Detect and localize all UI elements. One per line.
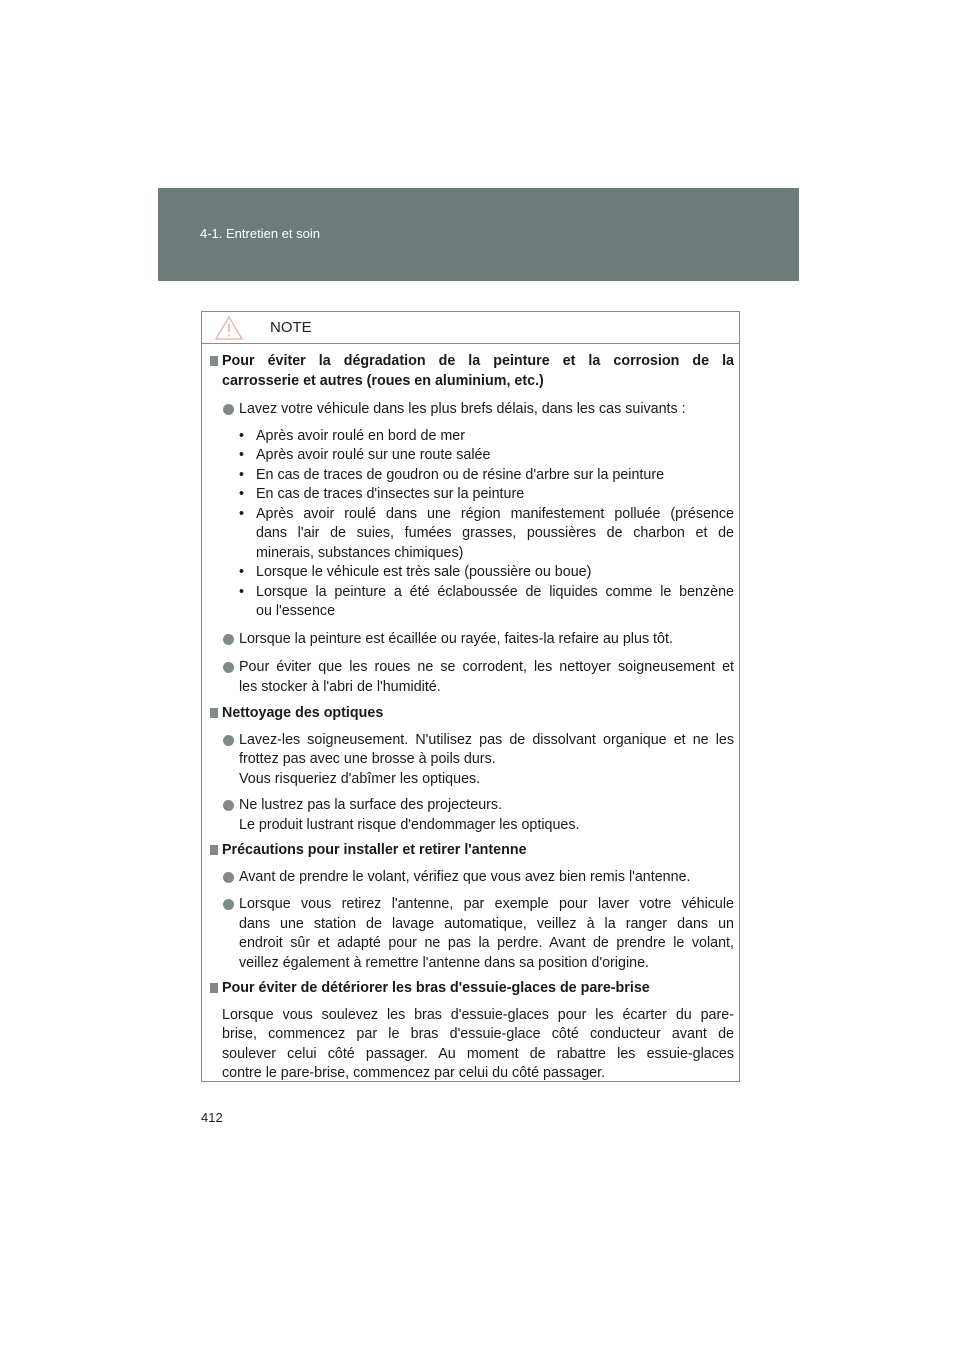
section-heading	[210, 704, 734, 724]
sub-item-line: Lorsque le véhicule est très sale (poussière ou boue)	[256, 564, 592, 580]
list-item	[210, 731, 734, 790]
sub-item: • Après avoir roulé en bord de mer	[210, 427, 734, 447]
sub-item: • En cas de traces d'insectes sur la peinture	[210, 485, 734, 505]
header-band	[158, 188, 799, 281]
sub-item-line: Après avoir roulé sur une route salée	[256, 447, 491, 463]
bullet-line: dans une station de lavage automatique, veillez à la ranger dans un	[239, 915, 734, 932]
sub-item-line: dans l'air de suies, fumées grasses, poussières de charbon et de	[256, 525, 734, 541]
paragraph-line: contre le pare-brise, commencez par celui du côté passager.	[222, 1065, 606, 1081]
sub-list	[210, 427, 734, 622]
bullet-line: endroit sûr et adapté pour ne pas la perdre. Avant de prendre le volant,	[239, 935, 734, 951]
bullet-line: Lorsque la peinture est écaillée ou rayée, faites-la refaire au plus tôt.	[239, 630, 673, 647]
list-item	[210, 868, 734, 888]
heading-line: Pour éviter de détériorer les bras d'essuie-glaces de pare-brise	[222, 980, 650, 996]
bullet-line: Lorsque vous retirez l'antenne, par exemple pour laver votre véhicule	[239, 896, 734, 912]
circle-bullet-icon	[223, 404, 234, 415]
list-item	[210, 630, 734, 650]
paragraph-line: Lorsque vous soulevez les bras d'essuie-glaces pour les écarter du pare-	[222, 1006, 734, 1023]
circle-bullet-icon	[223, 800, 234, 811]
bullet-line: les stocker à l'abri de l'humidité.	[239, 678, 441, 695]
circle-bullet-icon	[223, 899, 234, 910]
note-title: NOTE	[270, 319, 312, 336]
paragraph-line: soulever celui côté passager. Au moment de rabattre les essuie-glaces	[222, 1045, 734, 1062]
list-item	[210, 895, 734, 973]
bullet-line: Vous risqueriez d'abîmer les optiques.	[239, 770, 481, 787]
warning-triangle-icon	[214, 315, 244, 346]
sub-item: • En cas de traces de goudron ou de résine d'arbre sur la peinture	[210, 466, 734, 486]
list-item	[210, 658, 734, 697]
bullet-line: Pour éviter que les roues ne se corrodent, les nettoyer soigneusement et	[239, 659, 734, 675]
section-heading	[210, 352, 734, 391]
paragraph-line: brise, commencez par le bras d'essuie-glace côté conducteur avant de	[222, 1026, 734, 1042]
sub-item-line: ou l'essence	[256, 603, 336, 619]
circle-bullet-icon	[223, 662, 234, 673]
note-box	[201, 311, 740, 1082]
heading-line: carrosserie et autres (roues en aluminium, etc.)	[222, 372, 544, 389]
bullet-line: Lavez votre véhicule dans les plus brefs délais, dans les cas suivants :	[239, 401, 686, 417]
sub-item-line: En cas de traces de goudron ou de résine d'arbre sur la peinture	[256, 466, 665, 483]
sub-item: • Lorsque le véhicule est très sale (poussière ou boue)	[210, 563, 734, 583]
sub-item-line: minerais, substances chimiques)	[256, 544, 464, 561]
heading-line: Précautions pour installer et retirer l'antenne	[222, 842, 527, 858]
page-number: 412	[201, 1110, 223, 1125]
square-bullet-icon	[210, 708, 218, 718]
sub-item-line: En cas de traces d'insectes sur la peinture	[256, 486, 525, 502]
circle-bullet-icon	[223, 872, 234, 883]
bullet-line: veillez également à remettre l'antenne dans sa position d'origine.	[239, 954, 649, 971]
note-content	[210, 352, 734, 1084]
square-bullet-icon	[210, 356, 218, 366]
list-item	[210, 400, 734, 420]
sub-item-line: Après avoir roulé en bord de mer	[256, 427, 466, 444]
heading-line: Nettoyage des optiques	[222, 705, 384, 721]
sub-item: • Après avoir roulé sur une route salée	[210, 446, 734, 466]
bullet-line: Avant de prendre le volant, vérifiez que vous avez bien remis l'antenne.	[239, 868, 691, 885]
sub-item: • Après avoir roulé dans une région manifestement polluée (présence dans l'air de suies, fumées grasses, poussières de charbon et de minerais, substances chimiques)	[210, 505, 734, 564]
bullet-line: Le produit lustrant risque d'endommager les optiques.	[239, 816, 580, 833]
square-bullet-icon	[210, 983, 218, 993]
sub-item-line: Lorsque la peinture a été éclaboussée de liquides comme le benzène	[256, 583, 734, 600]
bullet-line: Lavez-les soigneusement. N'utilisez pas de dissolvant organique et ne les	[239, 731, 734, 748]
note-header	[202, 312, 739, 344]
section-heading	[210, 841, 734, 861]
sub-item-line: Après avoir roulé dans une région manifestement polluée (présence	[256, 505, 734, 522]
section-title: 4-1. Entretien et soin	[200, 226, 320, 241]
circle-bullet-icon	[223, 634, 234, 645]
section-heading	[210, 979, 734, 999]
circle-bullet-icon	[223, 735, 234, 746]
square-bullet-icon	[210, 845, 218, 855]
list-item	[210, 796, 734, 835]
bullet-line: frottez pas avec une brosse à poils durs.	[239, 751, 496, 767]
heading-line: Pour éviter la dégradation de la peinture et la corrosion de la	[222, 353, 734, 369]
paragraph	[210, 1006, 734, 1084]
sub-item: • Lorsque la peinture a été éclaboussée de liquides comme le benzène ou l'essence	[210, 583, 734, 622]
bullet-line: Ne lustrez pas la surface des projecteurs.	[239, 797, 503, 813]
